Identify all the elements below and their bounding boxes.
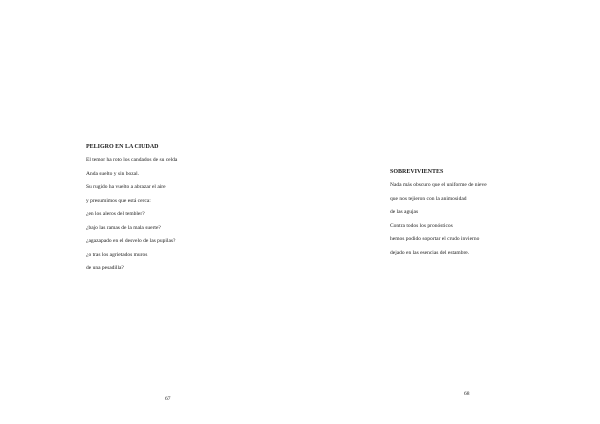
poem-line: y presumimos que está cerca: [86,197,151,204]
poem-line: Anda suelto y sin bozal. [86,170,140,177]
poem-line: Contra todos los pronósticos [390,222,453,229]
poem-title: PELIGRO EN LA CIUDAD [86,144,159,150]
page-number: 67 [165,396,171,402]
poem-line: El temor ha roto los candados de su celda [86,157,178,163]
poem-line: Su rugido ha vuelto a abrazar el aire [86,184,166,190]
poem-right [390,168,487,263]
poem-line: ¿o tras los agrietados muros [86,251,148,258]
page-number: 68 [464,391,470,397]
right-page [300,0,600,424]
poem-line: que nos tejieron con la animosidad [390,195,467,202]
poem-title: SOBREVIVIENTES [390,169,444,175]
poem-line: dejado en las esencias del estambre. [390,249,470,256]
poem-line: Nada más obscuro que el uniforme de nieve [390,182,487,188]
poem-line: ¿en los aleros del tembler? [86,211,145,217]
poem-line: hemos podido soportar el crudo invierno [390,236,480,242]
poem-left [86,143,177,279]
poem-line: ¿bajo las ramas de la mala suerte? [86,224,161,231]
poem-line: de las agujas [390,209,419,215]
poem-line: de una pesadilla? [86,265,124,271]
poem-line: ¿agazapado en el desvelo de las pupilas? [86,238,176,244]
